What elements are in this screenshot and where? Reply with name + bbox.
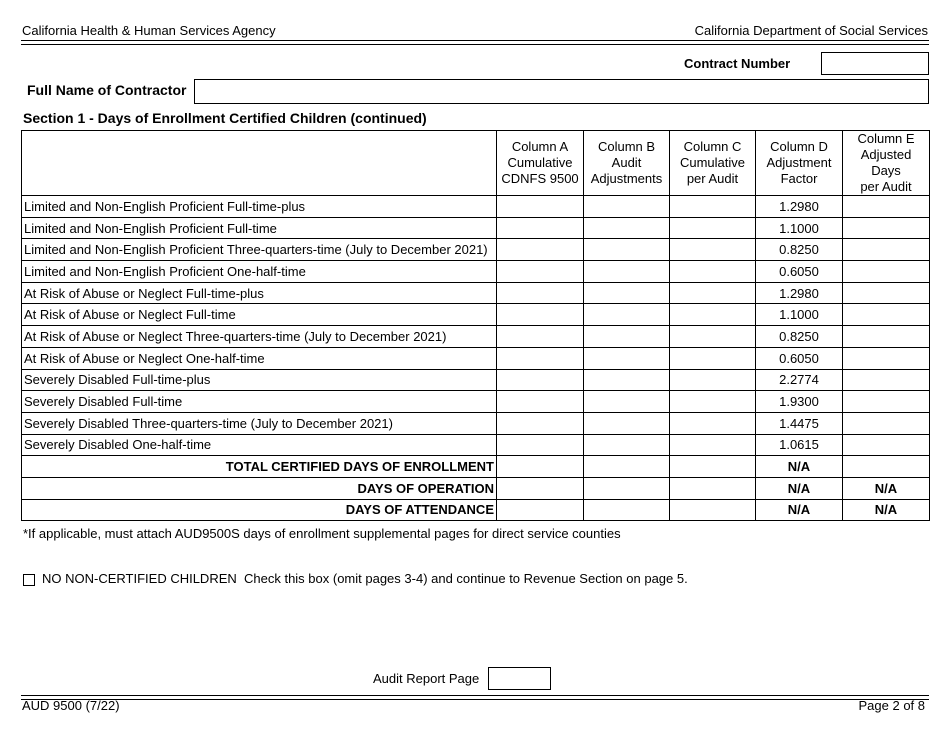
column-a-cell[interactable] bbox=[497, 326, 584, 348]
column-header-line: Factor bbox=[780, 171, 818, 186]
column-b-cell[interactable] bbox=[584, 304, 670, 326]
column-b-cell[interactable] bbox=[584, 412, 670, 434]
column-a-cell[interactable] bbox=[497, 239, 584, 261]
column-e-value: N/A bbox=[843, 499, 930, 521]
column-e-cell[interactable] bbox=[843, 261, 930, 283]
adjustment-factor: 0.8250 bbox=[756, 239, 843, 261]
header-blank bbox=[22, 131, 497, 196]
column-e-cell[interactable] bbox=[843, 434, 930, 456]
table-row bbox=[22, 434, 930, 456]
column-a-cell[interactable] bbox=[497, 391, 584, 413]
column-c-cell[interactable] bbox=[670, 261, 756, 283]
column-header bbox=[584, 131, 670, 196]
column-d-value: N/A bbox=[756, 456, 843, 478]
table-row bbox=[22, 239, 930, 261]
table-row bbox=[22, 391, 930, 413]
adjustment-factor: 1.9300 bbox=[756, 391, 843, 413]
column-header-line: Adjustment bbox=[766, 155, 832, 170]
column-a-cell[interactable] bbox=[497, 456, 584, 478]
table-row bbox=[22, 326, 930, 348]
column-header-line: CDNFS 9500 bbox=[501, 171, 579, 186]
column-b-cell[interactable] bbox=[584, 239, 670, 261]
table-row bbox=[22, 412, 930, 434]
column-header-line: Cumulative bbox=[507, 155, 573, 170]
column-b-cell[interactable] bbox=[584, 347, 670, 369]
row-label: Severely Disabled Three-quarters-time (July to December 2021) bbox=[22, 412, 497, 434]
column-e-cell[interactable] bbox=[843, 239, 930, 261]
row-label: Severely Disabled Full-time bbox=[22, 391, 497, 413]
column-header-line: Column E bbox=[857, 131, 915, 146]
adjustment-factor: 0.6050 bbox=[756, 261, 843, 283]
column-e-cell[interactable] bbox=[843, 304, 930, 326]
table-row bbox=[22, 196, 930, 218]
column-e-value: N/A bbox=[843, 477, 930, 499]
table-row bbox=[22, 282, 930, 304]
column-d-value: N/A bbox=[756, 499, 843, 521]
column-header bbox=[497, 131, 584, 196]
adjustment-factor: 1.1000 bbox=[756, 217, 843, 239]
table-row bbox=[22, 217, 930, 239]
column-header bbox=[670, 131, 756, 196]
column-b-cell[interactable] bbox=[584, 369, 670, 391]
column-d-value: N/A bbox=[756, 477, 843, 499]
total-row bbox=[22, 456, 930, 478]
no-noncertified-checkbox[interactable] bbox=[23, 574, 35, 586]
column-b-cell[interactable] bbox=[584, 326, 670, 348]
table-row bbox=[22, 304, 930, 326]
column-b-cell[interactable] bbox=[584, 456, 670, 478]
total-label: DAYS OF OPERATION bbox=[22, 477, 497, 499]
column-header-line: Column C bbox=[683, 139, 742, 154]
column-a-cell[interactable] bbox=[497, 499, 584, 521]
total-label: TOTAL CERTIFIED DAYS OF ENROLLMENT bbox=[22, 456, 497, 478]
full-name-field[interactable] bbox=[194, 79, 929, 104]
row-label: Limited and Non-English Proficient Three-quarters-time (July to December 2021) bbox=[22, 239, 497, 261]
row-label: At Risk of Abuse or Neglect Full-time bbox=[22, 304, 497, 326]
row-label: Limited and Non-English Proficient One-half-time bbox=[22, 261, 497, 283]
column-e-cell[interactable] bbox=[843, 347, 930, 369]
column-header-line: Column D bbox=[770, 139, 828, 154]
column-c-cell[interactable] bbox=[670, 391, 756, 413]
column-b-cell[interactable] bbox=[584, 261, 670, 283]
column-b-cell[interactable] bbox=[584, 434, 670, 456]
row-label: At Risk of Abuse or Neglect Full-time-plus bbox=[22, 282, 497, 304]
column-a-cell[interactable] bbox=[497, 347, 584, 369]
row-label: Severely Disabled One-half-time bbox=[22, 434, 497, 456]
header-rule bbox=[21, 40, 929, 41]
adjustment-factor: 1.1000 bbox=[756, 304, 843, 326]
row-label: At Risk of Abuse or Neglect One-half-time bbox=[22, 347, 497, 369]
column-header-line: Cumulative bbox=[679, 155, 746, 170]
column-b-cell[interactable] bbox=[584, 477, 670, 499]
column-e-cell[interactable] bbox=[843, 456, 930, 478]
column-a-cell[interactable] bbox=[497, 369, 584, 391]
column-c-cell[interactable] bbox=[670, 477, 756, 499]
column-a-cell[interactable] bbox=[497, 196, 584, 218]
audit-report-page-label: Audit Report Page bbox=[373, 671, 480, 686]
column-header bbox=[843, 131, 930, 196]
column-e-cell[interactable] bbox=[843, 369, 930, 391]
column-e-cell[interactable] bbox=[843, 282, 930, 304]
column-b-cell[interactable] bbox=[584, 282, 670, 304]
column-c-cell[interactable] bbox=[670, 347, 756, 369]
column-header bbox=[756, 131, 843, 196]
column-b-cell[interactable] bbox=[584, 391, 670, 413]
header-rule bbox=[21, 44, 929, 45]
column-header-line: per Audit bbox=[860, 179, 912, 194]
adjustment-factor: 0.6050 bbox=[756, 347, 843, 369]
column-e-cell[interactable] bbox=[843, 196, 930, 218]
adjustment-factor: 0.8250 bbox=[756, 326, 843, 348]
form-number: AUD 9500 (7/22) bbox=[22, 698, 120, 713]
column-c-cell[interactable] bbox=[670, 196, 756, 218]
column-a-cell[interactable] bbox=[497, 261, 584, 283]
column-b-cell[interactable] bbox=[584, 499, 670, 521]
column-c-cell[interactable] bbox=[670, 434, 756, 456]
footer-rule bbox=[21, 699, 929, 700]
column-c-cell[interactable] bbox=[670, 304, 756, 326]
table-row bbox=[22, 347, 930, 369]
row-label: Severely Disabled Full-time-plus bbox=[22, 369, 497, 391]
column-a-cell[interactable] bbox=[497, 282, 584, 304]
column-e-cell[interactable] bbox=[843, 217, 930, 239]
column-header-line: Column A bbox=[511, 139, 569, 154]
audit-report-page-field[interactable] bbox=[488, 667, 551, 690]
total-row bbox=[22, 499, 930, 521]
table-row bbox=[22, 369, 930, 391]
section-title: Section 1 - Days of Enrollment Certified Children (continued) bbox=[23, 110, 427, 126]
column-header-line: Audit bbox=[611, 155, 642, 170]
footnote: *If applicable, must attach AUD9500S days of enrollment supplemental pages for direct service counties bbox=[23, 526, 621, 541]
row-label: Limited and Non-English Proficient Full-time bbox=[22, 217, 497, 239]
table-row bbox=[22, 261, 930, 283]
adjustment-factor: 1.0615 bbox=[756, 434, 843, 456]
enrollment-table bbox=[21, 130, 930, 521]
column-c-cell[interactable] bbox=[670, 369, 756, 391]
column-e-cell[interactable] bbox=[843, 326, 930, 348]
row-label: Limited and Non-English Proficient Full-time-plus bbox=[22, 196, 497, 218]
row-label: At Risk of Abuse or Neglect Three-quarters-time (July to December 2021) bbox=[22, 326, 497, 348]
no-noncertified-label: NO NON-CERTIFIED CHILDREN Check this box (omit pages 3-4) and continue to Revenue Section on page 5. bbox=[42, 571, 688, 586]
adjustment-factor: 2.2774 bbox=[756, 369, 843, 391]
column-c-cell[interactable] bbox=[670, 456, 756, 478]
column-e-cell[interactable] bbox=[843, 391, 930, 413]
full-name-label: Full Name of Contractor bbox=[27, 82, 187, 98]
table-header-row bbox=[22, 131, 930, 196]
column-e-cell[interactable] bbox=[843, 412, 930, 434]
adjustment-factor: 1.4475 bbox=[756, 412, 843, 434]
column-c-cell[interactable] bbox=[670, 217, 756, 239]
column-a-cell[interactable] bbox=[497, 217, 584, 239]
column-c-cell[interactable] bbox=[670, 326, 756, 348]
footer-rule bbox=[21, 695, 929, 696]
adjustment-factor: 1.2980 bbox=[756, 282, 843, 304]
column-header-line: Adjustments bbox=[590, 171, 663, 186]
column-b-cell[interactable] bbox=[584, 217, 670, 239]
column-b-cell[interactable] bbox=[584, 196, 670, 218]
column-c-cell[interactable] bbox=[670, 412, 756, 434]
column-c-cell[interactable] bbox=[670, 499, 756, 521]
column-a-cell[interactable] bbox=[497, 434, 584, 456]
column-a-cell[interactable] bbox=[497, 304, 584, 326]
contract-number-field[interactable] bbox=[821, 52, 929, 75]
column-header-line: Column B bbox=[597, 139, 656, 154]
total-label: DAYS OF ATTENDANCE bbox=[22, 499, 497, 521]
column-header-line: Adjusted bbox=[860, 147, 912, 162]
column-a-cell[interactable] bbox=[497, 477, 584, 499]
contract-number-label: Contract Number bbox=[684, 56, 791, 71]
adjustment-factor: 1.2980 bbox=[756, 196, 843, 218]
column-header-line: per Audit bbox=[686, 171, 739, 186]
page-number: Page 2 of 8 bbox=[858, 698, 925, 713]
column-header-line: Days bbox=[871, 163, 901, 178]
total-row bbox=[22, 477, 930, 499]
header-department: California Department of Social Services bbox=[694, 23, 928, 38]
header-agency: California Health & Human Services Agency bbox=[22, 23, 276, 38]
column-a-cell[interactable] bbox=[497, 412, 584, 434]
column-c-cell[interactable] bbox=[670, 282, 756, 304]
column-c-cell[interactable] bbox=[670, 239, 756, 261]
